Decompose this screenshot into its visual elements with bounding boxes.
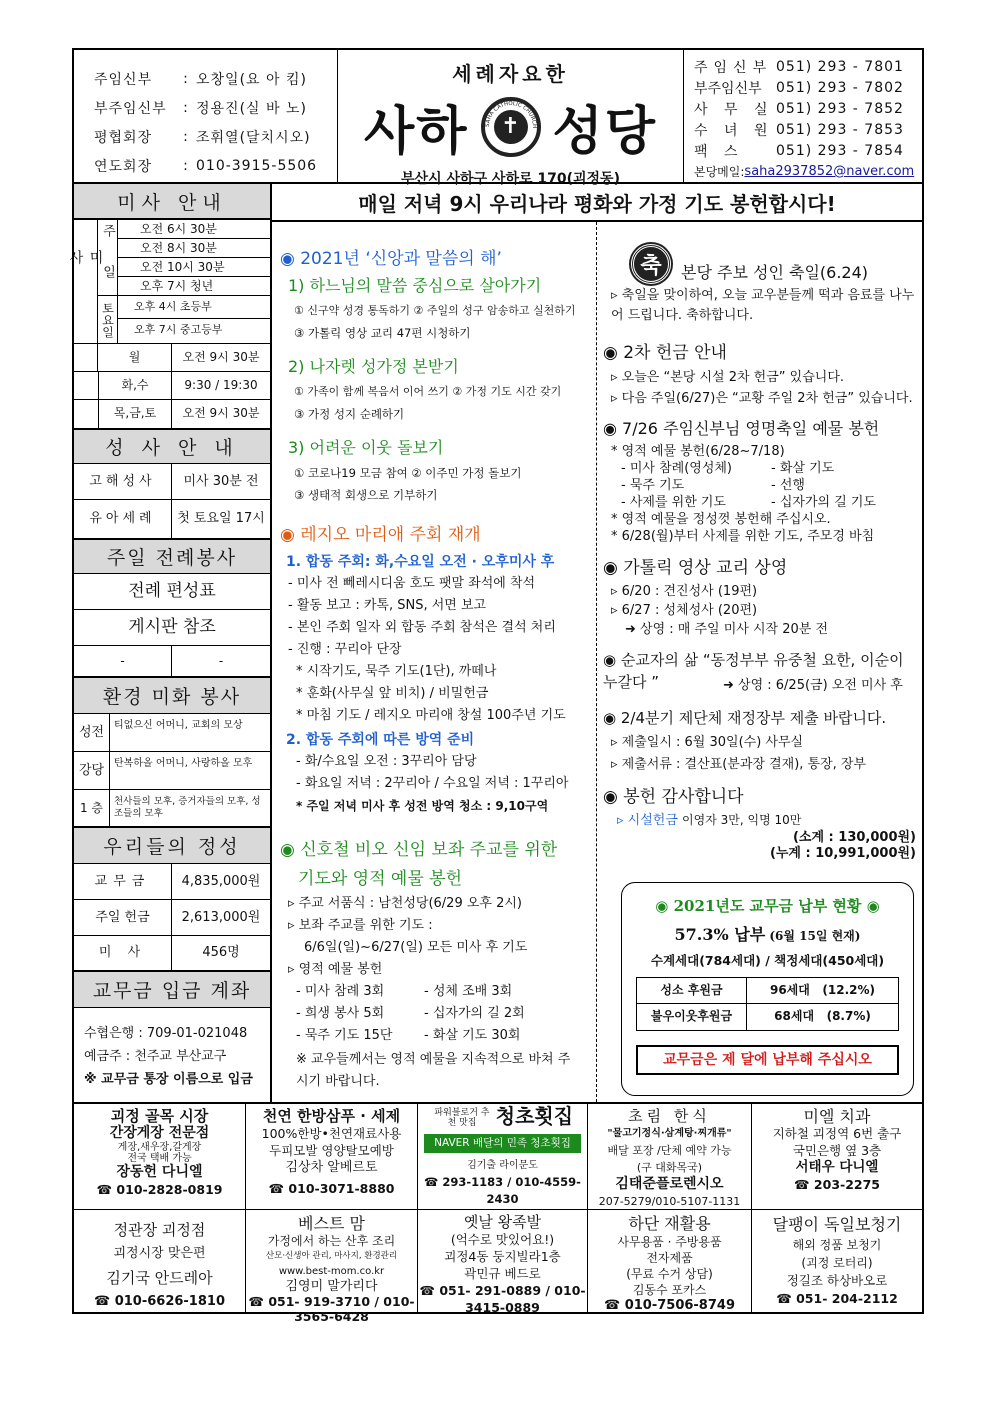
ad-card — [246, 1104, 418, 1209]
offering-row — [74, 900, 270, 936]
church-title — [338, 89, 683, 164]
liturgy-line: 게시판 참조 — [74, 610, 270, 646]
ad-name: 정관장 괴정점 — [113, 1221, 206, 1239]
ad-line: 김태준플로렌시오 — [615, 1176, 724, 1192]
contact-label: 팩 스 — [694, 143, 744, 160]
section-title: ◉ 가톨릭 영상 교리 상영 — [603, 558, 788, 578]
ad-name: 미엘 치과 — [803, 1107, 871, 1126]
section-title: ◉ 2차 헌금 안내 — [603, 343, 727, 363]
env-row — [74, 752, 270, 790]
grid-item: - 화살 기도 — [771, 461, 835, 476]
env-place: 1 층 — [74, 790, 110, 826]
contact-row — [694, 119, 922, 140]
ad-line: 사무용품 · 주방용품 — [617, 1235, 722, 1249]
weekday-day: 목,금,토 — [98, 400, 172, 428]
ad-line: www.best-mom.co.kr — [278, 1266, 385, 1277]
account-info — [74, 1008, 270, 1091]
env-title: 환경 미화 봉사 — [74, 678, 270, 714]
saturday-mass: 오후 4시 초등부 — [118, 296, 270, 319]
ad-line: 산모·신생아 관리, 마사지, 환경관리 — [265, 1251, 398, 1261]
ad-line: "물고기정식·삼계탕·찌개류" — [607, 1128, 732, 1139]
contact-value: 051) 293 - 7853 — [776, 121, 904, 138]
dues-value — [747, 978, 898, 1003]
contact-row — [694, 56, 922, 77]
ad-phone: 207-5279/010-5107-1131 — [598, 1195, 741, 1208]
contact-value: 051) 293 - 7801 — [776, 58, 904, 75]
list-item: - 진행 : 꾸리아 단장 — [288, 642, 402, 657]
list-item: ▹ 오늘은 “본당 시설 2차 헌금” 있습니다. — [611, 370, 845, 385]
legio-heading: 2. 합동 주회에 따른 방역 준비 — [286, 732, 475, 748]
list-item: ▹ 제출서류 : 결산표(분과장 결재), 통장, 장부 — [611, 757, 867, 772]
section-title: ◉ 2/4분기 제단체 재정장부 제출 바랍니다. — [603, 709, 887, 727]
env-row — [74, 714, 270, 752]
offering-value: 4,835,000원 — [181, 874, 261, 889]
prayer-grid — [621, 460, 922, 511]
liturgy-blank: - — [218, 654, 224, 668]
svg-text:SAHA CATHOLIC CHURCH: SAHA CATHOLIC CHURCH — [484, 100, 537, 128]
weekday-time: 오전 9시 30분 — [182, 406, 260, 420]
ad-line: 김동수 포카스 — [632, 1283, 707, 1297]
section-heading: 2) 나자렛 성가정 본받기 — [288, 357, 459, 376]
list-item: ① 신구약 성경 통독하기 ② 주일의 성구 암송하고 실천하기 — [294, 304, 576, 317]
ad-line: (괴정 로터리) — [801, 1256, 873, 1270]
liturgy-title: 주일 전례봉사 — [74, 540, 270, 574]
legio-heading: 1. 합동 주회: 화,수요일 오전 · 오후미사 후 — [286, 554, 555, 570]
staff-label: 연도회장 — [94, 158, 153, 175]
staff-value: 조휘열(달치시오) — [196, 129, 311, 146]
contact-list — [683, 50, 922, 184]
grid-item: - 사제를 위한 기도 — [621, 495, 726, 510]
ad-line: 가정에서 하는 산후 조리 — [267, 1234, 396, 1248]
liturgy-blank-row — [74, 646, 270, 678]
ad-line: 괴정4동 둥지빌라1층 — [444, 1249, 561, 1264]
list-item: ➜ 상영 : 매 주일 미사 시작 20분 전 — [625, 622, 829, 637]
list-item: ① 코로나19 모금 참여 ② 이주민 가정 돌보기 — [294, 466, 522, 480]
list-item: ▹ 다음 주일(6/27)은 “교황 주일 2차 헌금” 있습니다. — [611, 391, 913, 406]
grid-item: - 미사 참례(영성체) — [621, 461, 733, 476]
header — [74, 50, 922, 187]
section-title: ◉ 순교자의 삶 “동정부부 유중철 요한, 이순이 누갈다 ” — [603, 651, 904, 691]
env-place: 강당 — [74, 752, 110, 789]
dues-name: 불우이웃후원금 — [637, 1004, 747, 1030]
env-row — [74, 790, 270, 828]
list-item: ▹ 영적 예물 봉헌 — [288, 962, 383, 977]
ad-line: (무료 수거 상담) — [626, 1267, 713, 1281]
list-item: - 화/수요일 오전 : 3꾸리아 담당 — [296, 754, 477, 769]
grid-item: - 미사 참례 3회 — [296, 984, 385, 999]
list-item: * 주일 저녁 미사 후 성전 방역 청소 : 9,10구역 — [296, 799, 549, 813]
bishop-note: ※ 교우들께서는 영적 예물을 지속적으로 바쳐 주시기 바랍니다. — [296, 1052, 571, 1089]
dues-pct-cell: (12.2%) — [822, 983, 876, 997]
grid-item: - 묵주 기도 — [621, 478, 685, 493]
ad-phone: ☎ 051- 204-2112 — [776, 1291, 898, 1306]
ad-card — [588, 1210, 752, 1314]
contact-label: 부주임신부 — [694, 80, 762, 97]
ad-phone: ☎ 051- 291-0889 / 010-3415-0889 — [419, 1283, 586, 1315]
list-item: ▹ 6/27 : 성체성사 (20편) — [611, 603, 758, 618]
ad-line: 장동헌 다니엘 — [116, 1164, 203, 1180]
dues-pct-cell: (8.7%) — [826, 1009, 871, 1023]
dues-counts: 수계세대(784세대) / 책정세대(450세대) — [650, 953, 885, 968]
staff-label: 평협회장 — [94, 129, 153, 146]
list-item: - 화요일 저녁 : 2꾸리아 / 수요일 저녁 : 1꾸리아 — [296, 776, 569, 791]
liturgy-line: 전례 편성표 — [74, 574, 270, 610]
list-item: - 활동 보고 : 카톡, SNS, 서면 보고 — [288, 598, 487, 613]
env-team: 탄복하올 어머니, 사랑하올 모후 — [114, 758, 253, 769]
list-item: ▹ 제출일시 : 6월 30일(수) 사무실 — [611, 735, 804, 750]
ad-phone: ☎ 010-2828-0819 — [96, 1182, 223, 1197]
weekday-schedule — [74, 344, 270, 430]
account-title: 교무금 입금 계좌 — [74, 972, 270, 1008]
list-item: ▹ 주교 서품식 : 남천성당(6/29 오후 2시) — [288, 896, 523, 911]
church-name-left: 사하 — [364, 102, 469, 162]
ad-line: 김기국 안드레아 — [106, 1269, 213, 1287]
offering-grid — [296, 981, 596, 1047]
mass-label: 미 사 — [74, 220, 98, 343]
liturgy-blank: - — [74, 646, 172, 676]
sunday-mass: 오전 8시 30분 — [118, 239, 270, 258]
staff-value: 010-3915-5506 — [196, 157, 318, 174]
dues-value — [747, 1004, 898, 1030]
email-row — [694, 161, 922, 182]
thanks-text: 이영자 3만, 익명 10만 — [682, 813, 802, 827]
staff-label: 주임신부 — [94, 71, 153, 88]
ad-phone: ☎ 010-3071-8880 — [268, 1181, 395, 1196]
ad-line: 전국 택배 가능 — [127, 1153, 192, 1164]
ad-phone: ☎ 010-7506-8749 — [603, 1298, 735, 1313]
grid-item: - 희생 봉사 5회 — [296, 1006, 385, 1021]
ad-line: 100%한방•천연재료사용 — [261, 1126, 402, 1141]
grid-item: - 화살 기도 30회 — [424, 1028, 521, 1043]
offering-name: 미 사 — [74, 936, 172, 970]
contact-value: 051) 293 - 7802 — [776, 79, 904, 96]
ad-line: 두피모발 영양탈모예방 — [269, 1143, 394, 1158]
ad-name: 하단 재활용 — [628, 1214, 711, 1233]
weekday-row — [74, 372, 270, 400]
ad-card — [752, 1210, 922, 1314]
list-item: * 훈화(사무실 앞 비치) / 비밀헌금 — [296, 686, 489, 701]
saturday-label: 토요일 — [98, 296, 118, 343]
mass-schedule — [67, 220, 270, 344]
sacrament-name: 유아세례 — [74, 500, 172, 538]
weekday-time: 9:30 / 19:30 — [184, 378, 258, 392]
headline-banner: 매일 저녁 9시 우리나라 평화와 가정 기도 봉헌합시다! — [272, 184, 922, 222]
contact-label: 주임신부 — [694, 59, 773, 76]
weekday-row — [74, 400, 270, 428]
thanks-line — [617, 811, 922, 830]
email-label: 본당메일: — [694, 165, 745, 179]
main-content — [272, 222, 922, 1102]
ad-card — [74, 1210, 246, 1314]
grid-item: - 성체 조배 3회 — [424, 984, 513, 999]
weekday-day: 월 — [98, 344, 172, 371]
ad-name: 천연 한방삼푸 · 세제 — [262, 1107, 401, 1125]
staff-row: 평협회장 : 조휘열(달치시오) — [94, 128, 311, 146]
sacrament-row — [74, 464, 270, 500]
feast-header — [631, 244, 922, 284]
ad-line: 국민은행 옆 3층 — [792, 1143, 882, 1158]
ad-row — [74, 1104, 922, 1210]
ad-line: NAVER 배달의 민족 청초횟집 — [424, 1134, 581, 1153]
list-item: ▹ 6/20 : 견진성사 (19편) — [611, 584, 758, 599]
grid-item: - 묵주 기도 15단 — [296, 1028, 393, 1043]
ad-phone: ☎ 203-2275 — [794, 1177, 880, 1192]
staff-row: 연도회장 : 010-3915-5506 — [94, 157, 318, 175]
staff-row: 부주임신부 : 정용진(실 바 노) — [94, 99, 307, 117]
ad-phone: ☎ 051- 919-3710 / 010-3565-6428 — [248, 1294, 415, 1324]
church-logo — [481, 97, 541, 157]
church-masthead — [338, 50, 683, 187]
sidebar — [67, 184, 272, 1102]
ad-line: 게장,새우장,갈게장 — [117, 1142, 202, 1153]
offering-row — [74, 864, 270, 900]
section-title: ◉ 봉헌 감사합니다 — [603, 787, 744, 807]
list-item: * 6/28(월)부터 사제를 위한 기도, 주모경 바침 — [611, 529, 875, 544]
ad-line: 곽민규 베드로 — [464, 1266, 541, 1281]
ad-card — [418, 1104, 588, 1209]
offering-title: 우리들의 정성 — [74, 828, 270, 864]
list-item: * 영적 예물을 정성껏 봉헌해 주십시오. — [611, 512, 831, 527]
section-heading: 3) 어려운 이웃 돌보기 — [288, 438, 444, 457]
ad-line: 해외 정품 보청기 — [792, 1238, 882, 1252]
ad-line: (억수로 맛있어요!) — [450, 1232, 555, 1247]
section-title: ◉ 7/26 주임신부님 영명축일 예물 봉헌 — [603, 419, 880, 438]
offering-value: 2,613,000원 — [181, 910, 261, 925]
saturday-mass: 오후 7시 중고등부 — [134, 323, 223, 336]
sacrament-time: 미사 30분 전 — [183, 474, 259, 489]
dues-title: ◉ 2021년도 교무금 납부 현황 ◉ — [655, 897, 880, 915]
ad-name: 초림 한식 — [628, 1107, 711, 1125]
staff-list — [74, 50, 338, 184]
list-item: ① 가족이 함께 복음서 이어 쓰기 ② 가정 기도 시간 갖기 — [294, 385, 562, 398]
dues-note: 교무금은 제 달에 납부해 주십시오 — [636, 1045, 899, 1075]
contact-label: 수 녀 원 — [694, 122, 774, 139]
env-team: 티없으신 어머니, 교회의 모상 — [114, 720, 243, 731]
sunday-label: 주 일 — [98, 220, 118, 295]
feast-text: ▹ 축일을 맞이하여, 오늘 교우분들께 떡과 음료를 나누어 드립니다. 축하합니다. — [611, 288, 915, 323]
sacrament-title: 성 사 안 내 — [74, 430, 270, 464]
church-name-right: 성당 — [552, 102, 657, 162]
cross-icon: ✝ — [494, 110, 528, 144]
staff-value: 정용진(실 바 노) — [196, 100, 307, 117]
offering-value: 456명 — [202, 945, 240, 960]
dues-name: 성소 후원금 — [637, 978, 747, 1003]
feast-badge: 축 — [631, 244, 671, 284]
account-note: ※ 교무금 통장 이름으로 입금 — [84, 1072, 253, 1087]
dues-date: (6월 15일 현재) — [769, 929, 861, 943]
ad-line: 김영미 말가리다 — [285, 1279, 378, 1294]
ad-phone: ☎ 010-6626-1810 — [93, 1294, 225, 1309]
weekday-time: 오전 9시 30분 — [182, 350, 260, 364]
bishop-title: ◉ 신호철 비오 신임 보좌 주교를 위한 — [280, 840, 558, 860]
grid-item: - 십자가의 길 기도 — [771, 495, 876, 510]
dues-count: 68세대 — [774, 1009, 815, 1023]
table-row — [637, 1004, 898, 1030]
subtotal: (소계 : 130,000원) — [792, 830, 916, 845]
list-item: ③ 가톨릭 영상 교리 47편 시청하기 — [294, 326, 471, 340]
offering-row — [74, 936, 270, 972]
logo-ring-text — [481, 97, 541, 157]
church-address: 부산시 사하구 사하로 170(괴정동) — [401, 171, 620, 187]
dues-box — [621, 882, 914, 1096]
account-line: 예금주 : 천주교 부산교구 — [84, 1049, 227, 1064]
dues-table — [636, 977, 899, 1031]
dues-status — [632, 922, 903, 945]
church-patron: 세례자요한 — [452, 62, 569, 86]
ad-line: 배달 포장 /단체 예약 가능 — [607, 1144, 732, 1157]
list-item: ③ 생태적 회생으로 기부하기 — [294, 488, 438, 502]
list-item: - 미사 전 뻬레시디움 호도 팻말 좌석에 착석 — [288, 576, 536, 591]
list-item: * 영적 예물 봉헌(6/28~7/18) — [611, 444, 785, 459]
ad-card — [752, 1104, 922, 1209]
bishop-title: 기도와 영적 예물 봉헌 — [298, 869, 463, 889]
ad-line: 파워블로거 추천 맛집 — [434, 1108, 490, 1128]
ad-line: 지하철 괴정역 6번 출구 — [772, 1126, 902, 1141]
grid-item: - 선행 — [771, 478, 805, 493]
list-item: 6/6일(일)~6/27(일) 모든 미사 후 기도 — [304, 940, 528, 955]
ad-name: 옛날 왕족발 — [463, 1213, 542, 1231]
feast-title: 본당 주보 성인 축일(6.24) — [681, 262, 869, 282]
offering-name: 주일 헌금 — [74, 900, 172, 935]
sacrament-name: 고해성사 — [74, 464, 172, 499]
weekday-row — [74, 344, 270, 372]
dues-count: 96세대 — [769, 983, 810, 997]
list-item: ③ 가정 성지 순례하기 — [294, 407, 405, 421]
list-item: - 본인 주회 일자 외 합동 주회 참석은 결석 처리 — [288, 620, 556, 635]
ad-line: 정길조 하상바오로 — [786, 1273, 888, 1288]
mass-title: 미사 안내 — [74, 184, 270, 220]
thanks-label: ▹ 시설헌금 — [617, 813, 678, 828]
env-team: 천사들의 모후, 증거자들의 모후, 성조들의 모후 — [114, 796, 261, 819]
bulletin-page — [67, 48, 924, 1324]
ad-card — [588, 1104, 752, 1209]
staff-label: 부주임신부 — [94, 100, 167, 117]
contact-value: 051) 293 - 7852 — [776, 100, 904, 117]
ad-name: 베스트 맘 — [298, 1214, 365, 1233]
right-column — [597, 222, 922, 1102]
ad-card — [246, 1210, 418, 1324]
contact-row — [694, 98, 922, 119]
legio-title: ◉ 레지오 마리애 주회 재개 — [280, 525, 481, 545]
contact-label: 사 무 실 — [694, 101, 774, 118]
ad-line: 간장게장 전문점 — [109, 1125, 210, 1141]
staff-row: 주임신부 : 오창일(요 아 킴) — [94, 70, 307, 88]
ad-card — [418, 1210, 588, 1314]
table-row — [637, 978, 898, 1004]
ad-line: (구 대화목국) — [636, 1161, 703, 1174]
env-place: 성전 — [74, 714, 110, 751]
list-item: ➜ 상영 : 6/25(금) 오전 미사 후 — [723, 678, 903, 693]
contact-row — [694, 140, 922, 161]
ad-name: 달팽이 독일보청기 — [772, 1215, 902, 1234]
ad-line: 서태우 다니엘 — [795, 1159, 879, 1175]
list-item: ▹ 보좌 주교를 위한 기도 : — [288, 918, 433, 933]
sunday-mass: 오전 10시 30분 — [118, 258, 270, 277]
sunday-mass: 오후 7시 청년 — [140, 279, 214, 293]
list-item: * 마침 기도 / 레지오 마리애 창설 100주년 기도 — [296, 708, 566, 723]
section-heading: 1) 하느님의 말씀 중심으로 살아가기 — [288, 276, 542, 295]
total: (누계 : 10,991,000원) — [769, 846, 916, 861]
grid-item: - 십자가의 길 2회 — [424, 1006, 525, 1021]
sunday-mass: 오전 6시 30분 — [118, 220, 270, 239]
ads-section — [74, 1102, 922, 1324]
ad-line: 김상차 알베르토 — [285, 1160, 378, 1175]
account-line: 수협은행 : 709-01-021048 — [84, 1026, 248, 1041]
dues-pct: 57.3% 납부 — [674, 925, 766, 944]
staff-value: 오창일(요 아 킴) — [196, 71, 307, 88]
ad-line: 김기출 라이문도 — [467, 1160, 538, 1171]
weekday-day: 화,수 — [98, 372, 172, 399]
ad-line: 괴정시장 맞은편 — [113, 1246, 206, 1261]
ad-phone: ☎ 293-1183 / 010-4559-2430 — [424, 1175, 581, 1206]
offering-name: 교무금 — [74, 864, 172, 899]
contact-value: 051) 293 - 7854 — [776, 142, 904, 159]
left-column — [272, 222, 597, 1102]
ad-name: 청초횟집 — [495, 1104, 574, 1128]
contact-row — [694, 77, 922, 98]
year-title: ◉ 2021년 ‘신앙과 말씀의 해’ — [280, 249, 502, 269]
list-item: * 시작기도, 묵주 기도(1단), 까떼나 — [296, 664, 497, 679]
ad-line: 전자제품 — [646, 1251, 693, 1265]
ad-name: 괴정 골목 시장 — [110, 1107, 209, 1125]
sacrament-row — [74, 500, 270, 540]
sacrament-time: 첫 토요일 17시 — [177, 511, 265, 526]
ad-row — [74, 1210, 922, 1324]
email-link[interactable]: saha2937852@naver.com — [744, 164, 915, 179]
ad-card — [74, 1104, 246, 1209]
